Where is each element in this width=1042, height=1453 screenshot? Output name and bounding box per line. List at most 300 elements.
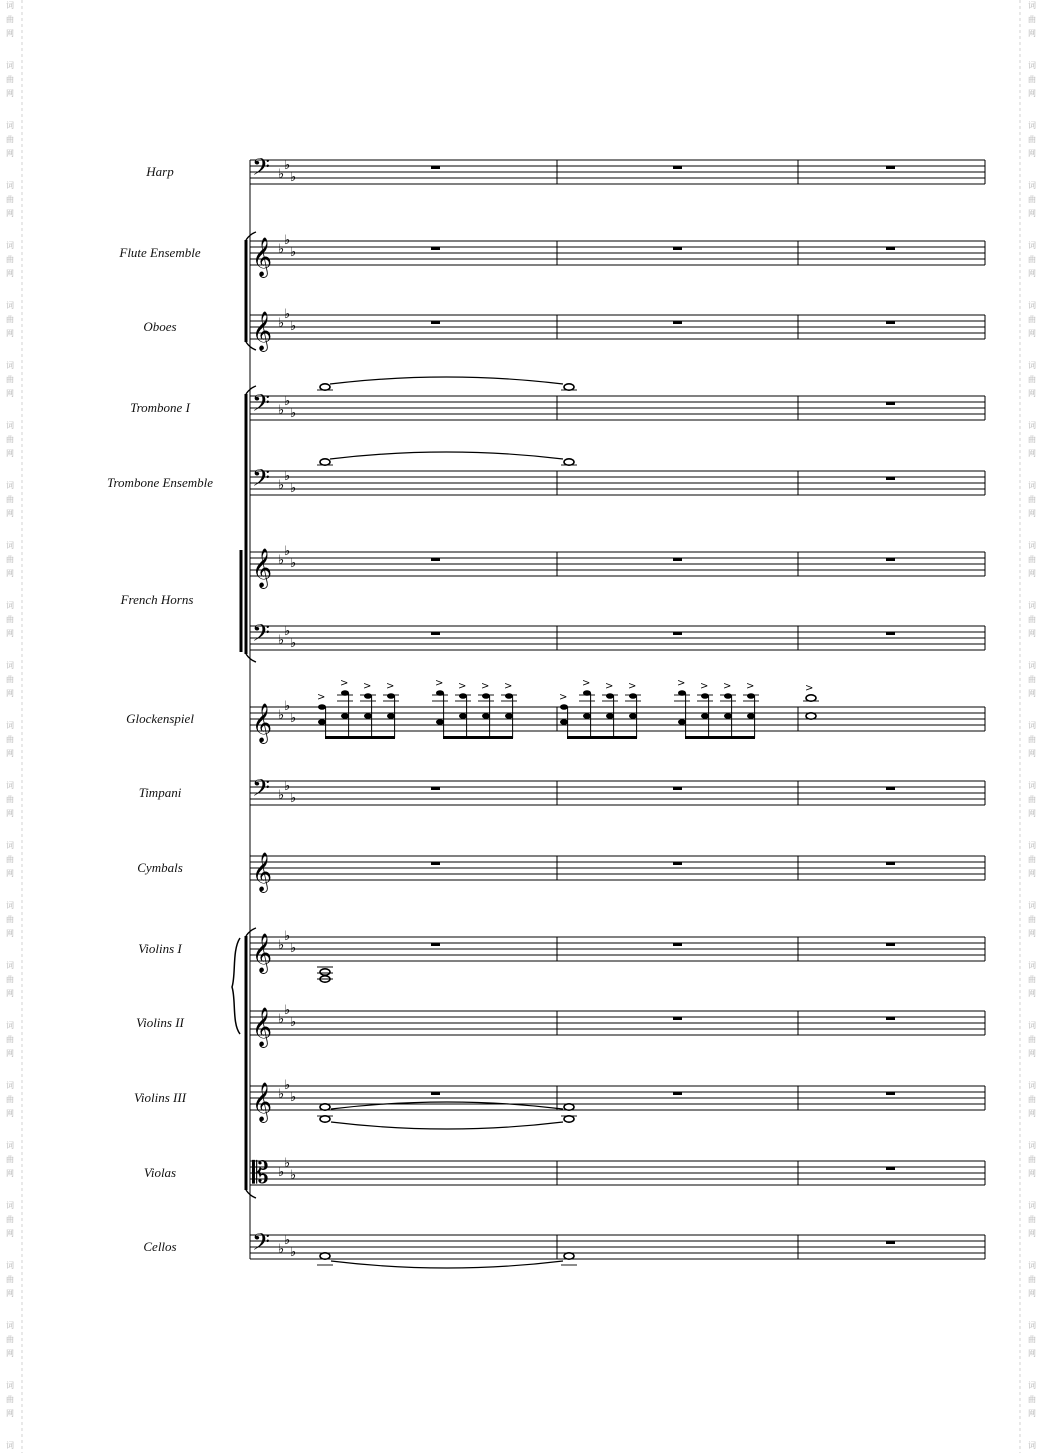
whole-rest xyxy=(886,477,895,480)
treble-clef: 𝄞 xyxy=(252,852,273,892)
whole-note xyxy=(320,1104,330,1110)
label-cymbals: Cymbals xyxy=(137,860,183,875)
note-head xyxy=(387,713,395,719)
treble-clef: 𝄞 xyxy=(252,1082,273,1122)
watermark-glyph: 网 xyxy=(1028,629,1036,638)
accent-mark: > xyxy=(481,681,490,692)
watermark-glyph: 词 xyxy=(1028,481,1036,490)
whole-rest xyxy=(886,1092,895,1095)
accent-mark: > xyxy=(700,681,709,692)
watermark-glyph: 网 xyxy=(6,269,14,278)
note-head xyxy=(606,693,614,699)
brass-bracket-cap-bottom xyxy=(246,654,256,662)
key-flat: ♭ xyxy=(284,1156,291,1171)
key-flat: ♭ xyxy=(284,469,291,484)
accent-mark: > xyxy=(628,681,637,692)
note-head xyxy=(459,713,467,719)
watermark-glyph: 曲 xyxy=(1028,795,1036,804)
key-flat: ♭ xyxy=(284,394,291,409)
watermark-glyph: 词 xyxy=(6,301,14,310)
note-head xyxy=(747,713,755,719)
note-head xyxy=(747,693,755,699)
watermark-glyph: 网 xyxy=(1028,209,1036,218)
watermark-glyph: 网 xyxy=(1028,29,1036,38)
watermark-glyph: 词 xyxy=(1028,661,1036,670)
label-violas: Violas xyxy=(143,1165,177,1180)
watermark-glyph: 词 xyxy=(6,121,14,130)
whole-note xyxy=(564,459,574,465)
watermark-glyph: 曲 xyxy=(1028,1095,1036,1104)
whole-rest xyxy=(431,632,440,635)
watermark-glyph: 曲 xyxy=(6,1035,14,1044)
whole-rest xyxy=(431,787,440,790)
tie xyxy=(330,452,563,459)
note-head xyxy=(560,719,568,725)
watermark-glyph: 词 xyxy=(1028,541,1036,550)
whole-note xyxy=(564,384,574,390)
key-flat: ♭ xyxy=(290,636,297,651)
watermark-glyph: 词 xyxy=(1028,61,1036,70)
note-head xyxy=(318,704,326,710)
key-flat: ♭ xyxy=(278,938,285,953)
key-flat: ♭ xyxy=(290,711,297,726)
watermark-glyph: 曲 xyxy=(1028,15,1036,24)
watermark-glyph: 词 xyxy=(6,661,14,670)
watermark-glyph: 词 xyxy=(1028,181,1036,190)
bass-clef: 𝄢 xyxy=(252,389,271,422)
watermark-glyph: 网 xyxy=(6,329,14,338)
watermark-glyph: 网 xyxy=(1028,929,1036,938)
note-head xyxy=(505,713,513,719)
accent-mark: > xyxy=(559,692,568,703)
watermark-glyph: 词 xyxy=(6,541,14,550)
key-flat: ♭ xyxy=(284,158,291,173)
treble-clef: 𝄞 xyxy=(252,933,273,973)
beam xyxy=(443,736,513,739)
whole-rest xyxy=(886,558,895,561)
key-flat: ♭ xyxy=(278,1087,285,1102)
note-head xyxy=(678,719,686,725)
key-flat: ♭ xyxy=(290,556,297,571)
label-trombone-ensemble: Trombone Ensemble xyxy=(106,475,214,490)
whole-rest xyxy=(431,943,440,946)
watermark-glyph: 曲 xyxy=(6,615,14,624)
whole-note xyxy=(320,969,330,975)
key-flat: ♭ xyxy=(278,478,285,493)
note-head xyxy=(701,693,709,699)
note-head xyxy=(724,713,732,719)
key-flat: ♭ xyxy=(284,779,291,794)
whole-rest xyxy=(431,321,440,324)
key-flat: ♭ xyxy=(290,791,297,806)
note-head xyxy=(341,713,349,719)
bass-clef: 𝄢 xyxy=(252,153,271,186)
watermark-glyph: 词 xyxy=(6,361,14,370)
key-flat: ♭ xyxy=(290,481,297,496)
watermark-glyph: 词 xyxy=(6,181,14,190)
watermark-glyph: 词 xyxy=(1028,901,1036,910)
watermark-glyph: 曲 xyxy=(1028,1395,1036,1404)
watermark-glyph: 曲 xyxy=(6,915,14,924)
whole-rest xyxy=(886,943,895,946)
bass-clef: 𝄢 xyxy=(252,464,271,497)
watermark-glyph: 曲 xyxy=(6,195,14,204)
key-flat: ♭ xyxy=(278,316,285,331)
watermark-glyph: 网 xyxy=(1028,509,1036,518)
bass-clef: 𝄢 xyxy=(252,774,271,807)
key-flat: ♭ xyxy=(290,170,297,185)
key-flat: ♭ xyxy=(284,544,291,559)
watermark-glyph: 网 xyxy=(1028,1229,1036,1238)
watermark-glyph: 网 xyxy=(1028,1349,1036,1358)
watermark-glyph: 曲 xyxy=(1028,1035,1036,1044)
note-head xyxy=(724,693,732,699)
watermark-glyph: 曲 xyxy=(1028,855,1036,864)
whole-rest xyxy=(431,558,440,561)
watermark-glyph: 曲 xyxy=(1028,915,1036,924)
watermark-glyph: 词 xyxy=(1028,361,1036,370)
watermark-glyph: 曲 xyxy=(6,1155,14,1164)
accent-mark: > xyxy=(458,681,467,692)
watermark-glyph: 词 xyxy=(1028,241,1036,250)
note-head xyxy=(606,713,614,719)
watermark-glyph: 词 xyxy=(6,901,14,910)
watermark-glyph: 词 xyxy=(1028,961,1036,970)
label-french-horns: French Horns xyxy=(120,592,194,607)
note-head xyxy=(436,719,444,725)
watermark-glyph: 词 xyxy=(1028,601,1036,610)
tie xyxy=(331,1261,563,1268)
label-violins-1: Violins I xyxy=(138,941,182,956)
watermark-glyph: 网 xyxy=(6,569,14,578)
whole-rest xyxy=(673,1017,682,1020)
watermark-glyph: 网 xyxy=(6,689,14,698)
watermark-glyph: 曲 xyxy=(6,315,14,324)
watermark-glyph: 网 xyxy=(6,749,14,758)
watermark-glyph: 网 xyxy=(1028,329,1036,338)
alto-clef: 𝄡 xyxy=(252,1156,269,1191)
watermark-glyph: 网 xyxy=(6,449,14,458)
watermark-glyph: 曲 xyxy=(6,555,14,564)
watermark-glyph: 网 xyxy=(6,869,14,878)
whole-rest xyxy=(673,787,682,790)
watermark-glyph: 网 xyxy=(1028,1169,1036,1178)
watermark-glyph: 网 xyxy=(1028,1049,1036,1058)
watermark-glyph: 曲 xyxy=(6,435,14,444)
treble-clef: 𝄞 xyxy=(252,548,273,588)
watermark-glyph: 曲 xyxy=(1028,255,1036,264)
watermark-glyph: 曲 xyxy=(6,1215,14,1224)
whole-note xyxy=(806,695,816,701)
whole-rest xyxy=(886,1017,895,1020)
key-flat: ♭ xyxy=(278,1242,285,1257)
whole-rest xyxy=(673,943,682,946)
watermark-glyph: 网 xyxy=(6,389,14,398)
watermark-glyph: 曲 xyxy=(1028,1215,1036,1224)
watermark-glyph: 网 xyxy=(6,1289,14,1298)
watermark-glyph: 词 xyxy=(1028,721,1036,730)
label-trombone-1: Trombone I xyxy=(130,400,190,415)
whole-rest xyxy=(431,166,440,169)
tie xyxy=(330,377,563,384)
whole-rest xyxy=(431,1092,440,1095)
label-cellos: Cellos xyxy=(143,1239,177,1254)
accent-mark: > xyxy=(435,678,444,689)
watermark-glyph: 词 xyxy=(1028,421,1036,430)
watermark-glyph: 曲 xyxy=(1028,435,1036,444)
watermark-glyph: 曲 xyxy=(1028,735,1036,744)
watermark-glyph: 词 xyxy=(6,961,14,970)
watermark-glyph: 曲 xyxy=(6,855,14,864)
watermark-glyph: 曲 xyxy=(6,1335,14,1344)
watermark-glyph: 曲 xyxy=(6,375,14,384)
watermark-glyph: 词 xyxy=(6,1321,14,1330)
note-head xyxy=(482,713,490,719)
watermark-glyph: 词 xyxy=(6,781,14,790)
key-flat: ♭ xyxy=(284,1078,291,1093)
whole-note xyxy=(806,713,816,719)
label-harp: Harp xyxy=(146,164,174,179)
watermark-glyph: 词 xyxy=(6,481,14,490)
watermark-glyph: 曲 xyxy=(1028,1275,1036,1284)
violins-brace xyxy=(232,938,240,1034)
watermark-glyph: 曲 xyxy=(1028,675,1036,684)
watermark-glyph: 词 xyxy=(1028,1441,1036,1450)
watermark-glyph: 网 xyxy=(6,929,14,938)
watermark-glyph: 词 xyxy=(6,1021,14,1030)
accent-mark: > xyxy=(605,681,614,692)
key-flat: ♭ xyxy=(278,553,285,568)
watermark-glyph: 网 xyxy=(1028,449,1036,458)
bass-clef: 𝄢 xyxy=(252,1228,271,1261)
note-head xyxy=(560,704,568,710)
watermark-glyph: 词 xyxy=(1028,1201,1036,1210)
whole-rest xyxy=(886,247,895,250)
key-flat: ♭ xyxy=(278,633,285,648)
whole-note xyxy=(564,1116,574,1122)
watermark-glyph: 词 xyxy=(6,1201,14,1210)
label-oboes: Oboes xyxy=(143,319,177,334)
watermark-glyph: 网 xyxy=(1028,989,1036,998)
watermark-glyph: 网 xyxy=(6,1169,14,1178)
treble-clef: 𝄞 xyxy=(252,311,273,351)
tie xyxy=(331,1122,563,1129)
watermark-glyph: 词 xyxy=(6,61,14,70)
whole-rest xyxy=(673,632,682,635)
note-head xyxy=(629,693,637,699)
watermark-glyph: 曲 xyxy=(6,1095,14,1104)
watermark-glyph: 曲 xyxy=(1028,975,1036,984)
treble-clef: 𝄞 xyxy=(252,703,273,743)
tie xyxy=(331,1102,563,1109)
watermark-glyph: 网 xyxy=(6,809,14,818)
watermark-glyph: 词 xyxy=(1028,781,1036,790)
beam xyxy=(325,736,395,739)
whole-rest xyxy=(673,1092,682,1095)
accent-mark: > xyxy=(363,681,372,692)
key-flat: ♭ xyxy=(290,1015,297,1030)
watermark-glyph: 词 xyxy=(1028,841,1036,850)
watermark-glyph: 词 xyxy=(1028,1141,1036,1150)
label-glockenspiel: Glockenspiel xyxy=(126,711,194,726)
watermark-glyph: 曲 xyxy=(6,1275,14,1284)
watermark-glyph: 曲 xyxy=(1028,75,1036,84)
key-flat: ♭ xyxy=(284,929,291,944)
watermark-glyph: 曲 xyxy=(1028,495,1036,504)
watermark-glyph: 词 xyxy=(6,601,14,610)
whole-rest xyxy=(886,166,895,169)
strings-bracket-cap-bottom xyxy=(246,1190,256,1198)
watermark-glyph: 网 xyxy=(6,509,14,518)
key-flat: ♭ xyxy=(290,319,297,334)
watermark-glyph: 网 xyxy=(1028,1109,1036,1118)
accent-mark: > xyxy=(746,681,755,692)
beam xyxy=(685,736,755,739)
watermark-glyph: 词 xyxy=(1028,1321,1036,1330)
treble-clef: 𝄞 xyxy=(252,1007,273,1047)
watermark-glyph: 网 xyxy=(6,1049,14,1058)
label-flute-ensemble: Flute Ensemble xyxy=(119,245,201,260)
watermark-glyph: 曲 xyxy=(1028,195,1036,204)
watermark-glyph: 网 xyxy=(6,1409,14,1418)
key-flat: ♭ xyxy=(284,624,291,639)
watermark-glyph: 曲 xyxy=(6,675,14,684)
watermark-glyph: 曲 xyxy=(1028,1335,1036,1344)
watermark-glyph: 曲 xyxy=(6,135,14,144)
watermark-glyph: 词 xyxy=(6,841,14,850)
note-head xyxy=(629,713,637,719)
watermark-glyph: 网 xyxy=(1028,1289,1036,1298)
watermark-glyph: 词 xyxy=(1028,301,1036,310)
watermark-glyph: 词 xyxy=(1028,1,1036,10)
watermark-glyph: 曲 xyxy=(1028,135,1036,144)
key-flat: ♭ xyxy=(290,1245,297,1260)
accent-mark: > xyxy=(805,683,814,694)
key-flat: ♭ xyxy=(290,1168,297,1183)
watermark-glyph: 曲 xyxy=(6,495,14,504)
note-head xyxy=(364,693,372,699)
watermark-glyph: 网 xyxy=(6,149,14,158)
watermark-glyph: 曲 xyxy=(6,15,14,24)
whole-rest xyxy=(886,402,895,405)
watermark-glyph: 网 xyxy=(1028,689,1036,698)
whole-note xyxy=(320,1116,330,1122)
watermark-glyph: 网 xyxy=(1028,269,1036,278)
watermark-glyph: 词 xyxy=(6,1081,14,1090)
key-flat: ♭ xyxy=(290,1090,297,1105)
watermark-glyph: 曲 xyxy=(6,975,14,984)
note-head xyxy=(701,713,709,719)
whole-rest xyxy=(673,321,682,324)
watermark-glyph: 词 xyxy=(6,721,14,730)
watermark-glyph: 词 xyxy=(6,241,14,250)
key-flat: ♭ xyxy=(290,406,297,421)
watermark-glyph: 词 xyxy=(1028,1261,1036,1270)
key-flat: ♭ xyxy=(278,242,285,257)
watermark-glyph: 曲 xyxy=(6,255,14,264)
staff-system xyxy=(232,153,985,1268)
note-head xyxy=(583,713,591,719)
watermark-glyph: 词 xyxy=(6,1441,14,1450)
watermark-glyph: 曲 xyxy=(1028,375,1036,384)
watermark-glyph: 网 xyxy=(1028,809,1036,818)
whole-rest xyxy=(886,321,895,324)
key-flat: ♭ xyxy=(284,307,291,322)
watermark-glyph: 网 xyxy=(6,1109,14,1118)
watermark-glyph: 网 xyxy=(6,1229,14,1238)
key-flat: ♭ xyxy=(278,1012,285,1027)
whole-note xyxy=(564,1253,574,1259)
beam xyxy=(567,736,637,739)
whole-rest xyxy=(886,862,895,865)
note-head xyxy=(318,719,326,725)
key-flat: ♭ xyxy=(290,941,297,956)
watermark-glyph: 词 xyxy=(1028,1081,1036,1090)
watermark-glyph: 词 xyxy=(6,1141,14,1150)
watermark-glyph: 网 xyxy=(1028,389,1036,398)
note-head xyxy=(459,693,467,699)
watermark-glyph: 网 xyxy=(1028,569,1036,578)
whole-note xyxy=(320,459,330,465)
note-head xyxy=(482,693,490,699)
label-violins-2: Violins II xyxy=(136,1015,184,1030)
watermark-glyph: 网 xyxy=(6,209,14,218)
watermark-glyph: 网 xyxy=(1028,149,1036,158)
whole-rest xyxy=(886,1167,895,1170)
key-flat: ♭ xyxy=(284,1233,291,1248)
whole-note xyxy=(564,1104,574,1110)
whole-note xyxy=(320,384,330,390)
key-flat: ♭ xyxy=(278,788,285,803)
watermark-glyph: 网 xyxy=(1028,749,1036,758)
watermark-glyph: 网 xyxy=(6,989,14,998)
whole-rest xyxy=(673,862,682,865)
accent-mark: > xyxy=(386,681,395,692)
watermark-glyph: 曲 xyxy=(6,75,14,84)
watermark-glyph: 曲 xyxy=(1028,315,1036,324)
note-head xyxy=(505,693,513,699)
whole-rest xyxy=(886,632,895,635)
watermark-glyph: 词 xyxy=(6,1,14,10)
key-flat: ♭ xyxy=(284,699,291,714)
watermark-glyph: 网 xyxy=(1028,1409,1036,1418)
note-head xyxy=(387,693,395,699)
key-flat: ♭ xyxy=(290,245,297,260)
watermark-glyph: 曲 xyxy=(1028,555,1036,564)
accent-mark: > xyxy=(340,678,349,689)
watermark-glyph: 曲 xyxy=(6,735,14,744)
watermark-glyph: 词 xyxy=(6,421,14,430)
watermark-glyph: 曲 xyxy=(1028,1155,1036,1164)
watermark-glyph: 网 xyxy=(1028,89,1036,98)
key-flat: ♭ xyxy=(284,233,291,248)
label-violins-3: Violins III xyxy=(133,1090,187,1105)
whole-rest xyxy=(431,862,440,865)
accent-mark: > xyxy=(677,678,686,689)
key-flat: ♭ xyxy=(278,403,285,418)
accent-mark: > xyxy=(504,681,513,692)
watermark-glyph: 词 xyxy=(1028,121,1036,130)
watermark-glyph: 曲 xyxy=(1028,615,1036,624)
watermark-glyph: 曲 xyxy=(6,795,14,804)
watermark-glyph: 词 xyxy=(1028,1381,1036,1390)
accent-mark: > xyxy=(723,681,732,692)
watermark-glyph: 网 xyxy=(6,29,14,38)
whole-rest xyxy=(431,247,440,250)
whole-rest xyxy=(886,787,895,790)
whole-rest xyxy=(673,558,682,561)
label-timpani: Timpani xyxy=(138,785,182,800)
